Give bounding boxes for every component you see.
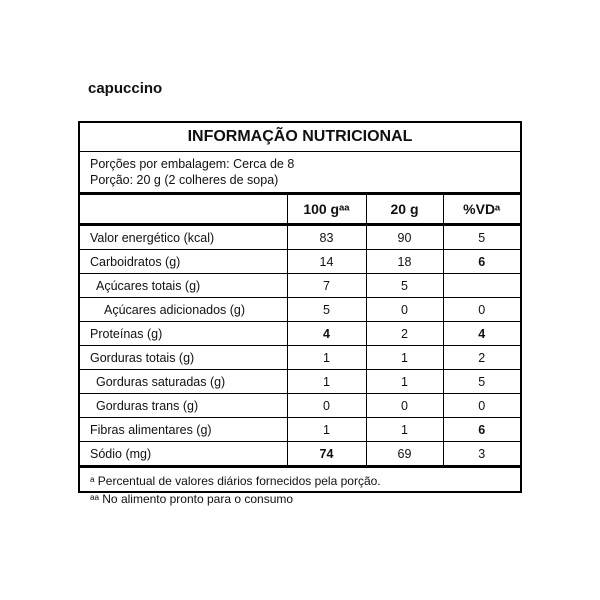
table-row — [80, 418, 520, 442]
header-100g: 100 gᵃᵃ — [287, 195, 366, 225]
table-row — [80, 274, 520, 298]
nutrient-name: Valor energético (kcal) — [80, 225, 287, 250]
value-100g: 0 — [287, 394, 366, 418]
value-dv: 0 — [443, 298, 520, 322]
value-100g: 4 — [287, 322, 366, 346]
nutrition-label — [78, 121, 522, 506]
value-dv: 6 — [443, 418, 520, 442]
table-row — [80, 250, 520, 274]
nutrition-table — [80, 195, 520, 468]
nutrient-name: Fibras alimentares (g) — [80, 418, 287, 442]
nutrient-name: Gorduras trans (g) — [80, 394, 287, 418]
value-serving: 1 — [366, 346, 443, 370]
value-dv: 4 — [443, 322, 520, 346]
value-100g: 1 — [287, 346, 366, 370]
table-row — [80, 322, 520, 346]
value-100g: 5 — [287, 298, 366, 322]
value-dv: 2 — [443, 346, 520, 370]
value-serving: 1 — [366, 370, 443, 394]
serving-info — [80, 152, 520, 195]
value-dv: 0 — [443, 394, 520, 418]
value-dv: 5 — [443, 370, 520, 394]
table-row — [80, 394, 520, 418]
value-serving: 90 — [366, 225, 443, 250]
serving-size: Porção: 20 g (2 colheres de sopa) — [90, 173, 279, 187]
value-serving: 0 — [366, 298, 443, 322]
value-serving: 5 — [366, 274, 443, 298]
nutrient-name: Gorduras totais (g) — [80, 346, 287, 370]
value-serving: 18 — [366, 250, 443, 274]
value-serving: 69 — [366, 442, 443, 467]
value-100g: 74 — [287, 442, 366, 467]
header-nutrient — [80, 195, 287, 225]
value-100g: 83 — [287, 225, 366, 250]
header-row — [80, 195, 520, 225]
value-serving: 0 — [366, 394, 443, 418]
nutrient-name: Gorduras saturadas (g) — [80, 370, 287, 394]
footnotes — [80, 468, 520, 508]
value-100g: 1 — [287, 370, 366, 394]
nutrient-name: Proteínas (g) — [80, 322, 287, 346]
table-row — [80, 346, 520, 370]
nutrient-name: Carboidratos (g) — [80, 250, 287, 274]
value-100g: 1 — [287, 418, 366, 442]
value-dv: 3 — [443, 442, 520, 467]
table-row — [80, 298, 520, 322]
footnote-ready: ᵃᵃ No alimento pronto para o consumo — [90, 492, 294, 506]
servings-per-package: Porções por embalagem: Cerca de 8 — [90, 157, 295, 171]
header-dv: %VDᵃ — [443, 195, 520, 225]
label-title: INFORMAÇÃO NUTRICIONAL — [80, 123, 520, 152]
table-row — [80, 225, 520, 250]
footnote-dv: ᵃ Percentual de valores diários fornecidos pela porção. — [90, 474, 381, 488]
header-serving: 20 g — [366, 195, 443, 225]
nutrient-name: Açúcares adicionados (g) — [80, 298, 287, 322]
product-name: capuccino — [88, 80, 163, 97]
value-dv — [443, 274, 520, 298]
value-100g: 7 — [287, 274, 366, 298]
nutrient-name: Sódio (mg) — [80, 442, 287, 467]
value-serving: 1 — [366, 418, 443, 442]
value-serving: 2 — [366, 322, 443, 346]
table-row — [80, 370, 520, 394]
value-dv: 5 — [443, 225, 520, 250]
value-dv: 6 — [443, 250, 520, 274]
nutrient-name: Açúcares totais (g) — [80, 274, 287, 298]
table-row — [80, 442, 520, 467]
value-100g: 14 — [287, 250, 366, 274]
